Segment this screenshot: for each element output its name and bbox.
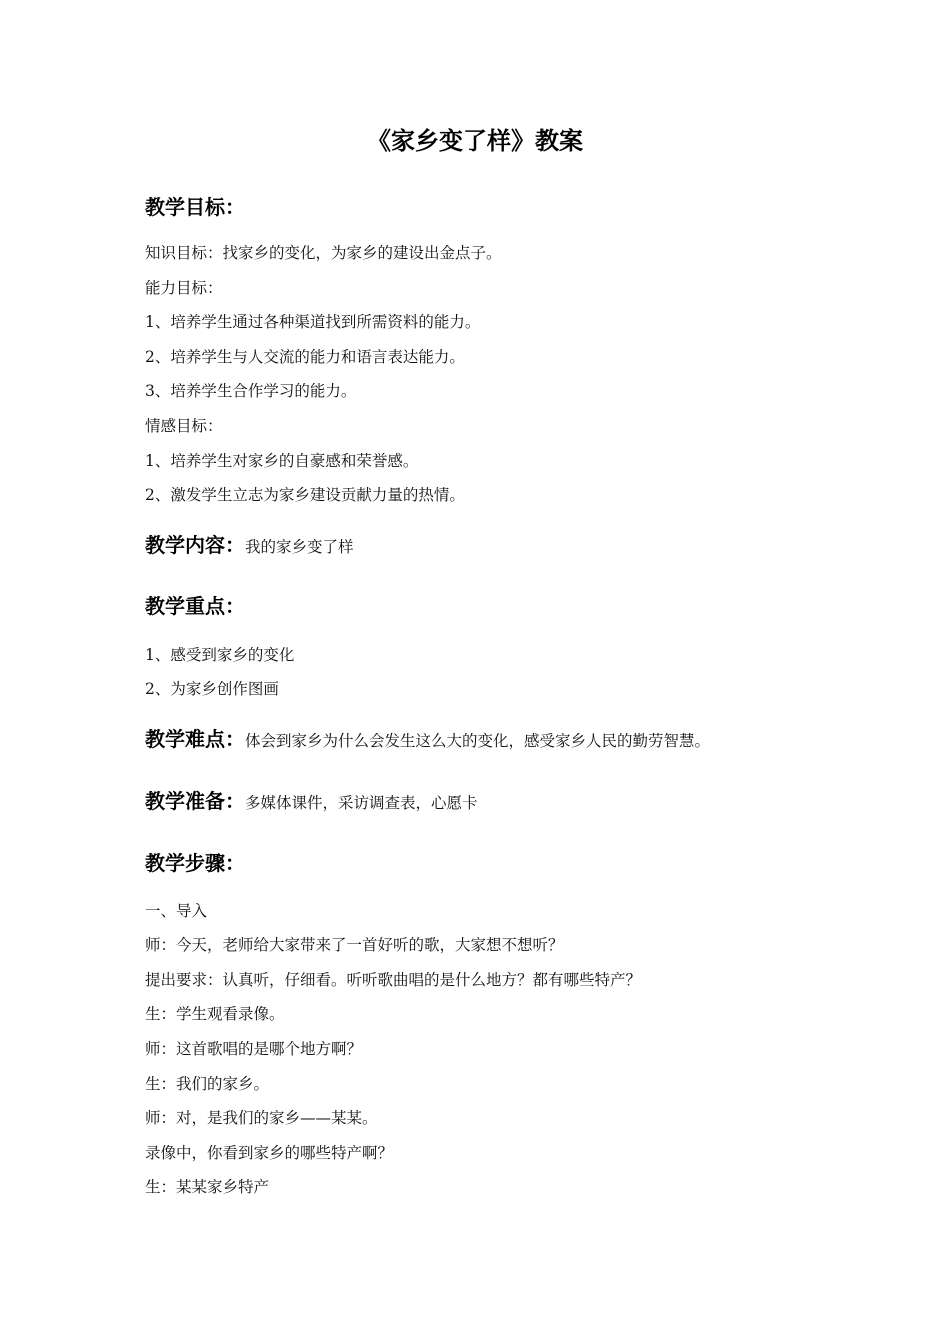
objective-line: 3、培养学生合作学习的能力。: [145, 382, 357, 400]
step-line: 师：今天，老师给大家带来了一首好听的歌，大家想不想听？: [145, 936, 564, 954]
document-title: 《家乡变了样》教案: [367, 127, 583, 155]
preparation-section: [145, 791, 478, 812]
step-line: 生：某某家乡特产: [145, 1178, 270, 1196]
objectives-heading: 教学目标：: [145, 195, 245, 219]
step-line: 生：我们的家乡。: [145, 1075, 270, 1093]
content-section: [145, 535, 354, 556]
objective-line: 情感目标：: [145, 417, 223, 435]
step-line: 录像中，你看到家乡的哪些特产啊？: [145, 1144, 394, 1162]
objective-line: 2、激发学生立志为家乡建设贡献力量的热情。: [145, 486, 465, 504]
difficulties-text: 体会到家乡为什么会发生这么大的变化，感受家乡人民的勤劳智慧。: [245, 732, 711, 750]
content-text: 我的家乡变了样: [245, 538, 354, 556]
step-line: 师：对，是我们的家乡——某某。: [145, 1109, 378, 1127]
step-line: 师：这首歌唱的是哪个地方啊？: [145, 1040, 363, 1058]
difficulties-heading: 教学难点：: [145, 727, 245, 751]
objective-line: 1、培养学生对家乡的自豪感和荣誉感。: [145, 452, 419, 470]
key-points-heading: 教学重点：: [145, 594, 245, 618]
step-line: 提出要求：认真听，仔细看。听听歌曲唱的是什么地方？都有哪些特产？: [145, 971, 642, 989]
objective-line: 知识目标：找家乡的变化，为家乡的建设出金点子。: [145, 244, 502, 262]
steps-heading: 教学步骤：: [145, 851, 245, 875]
content-heading: 教学内容：: [145, 533, 245, 557]
key-point-line: 1、感受到家乡的变化: [145, 646, 295, 664]
objective-line: 2、培养学生与人交流的能力和语言表达能力。: [145, 348, 465, 366]
step-line: 生：学生观看录像。: [145, 1005, 285, 1023]
step-line: 一、导入: [145, 902, 208, 920]
preparation-heading: 教学准备：: [145, 789, 245, 813]
key-point-line: 2、为家乡创作图画: [145, 680, 279, 698]
objective-line: 1、培养学生通过各种渠道找到所需资料的能力。: [145, 313, 481, 331]
difficulties-section: [145, 729, 710, 750]
preparation-text: 多媒体课件，采访调查表，心愿卡: [245, 794, 478, 812]
objective-line: 能力目标：: [145, 279, 223, 297]
